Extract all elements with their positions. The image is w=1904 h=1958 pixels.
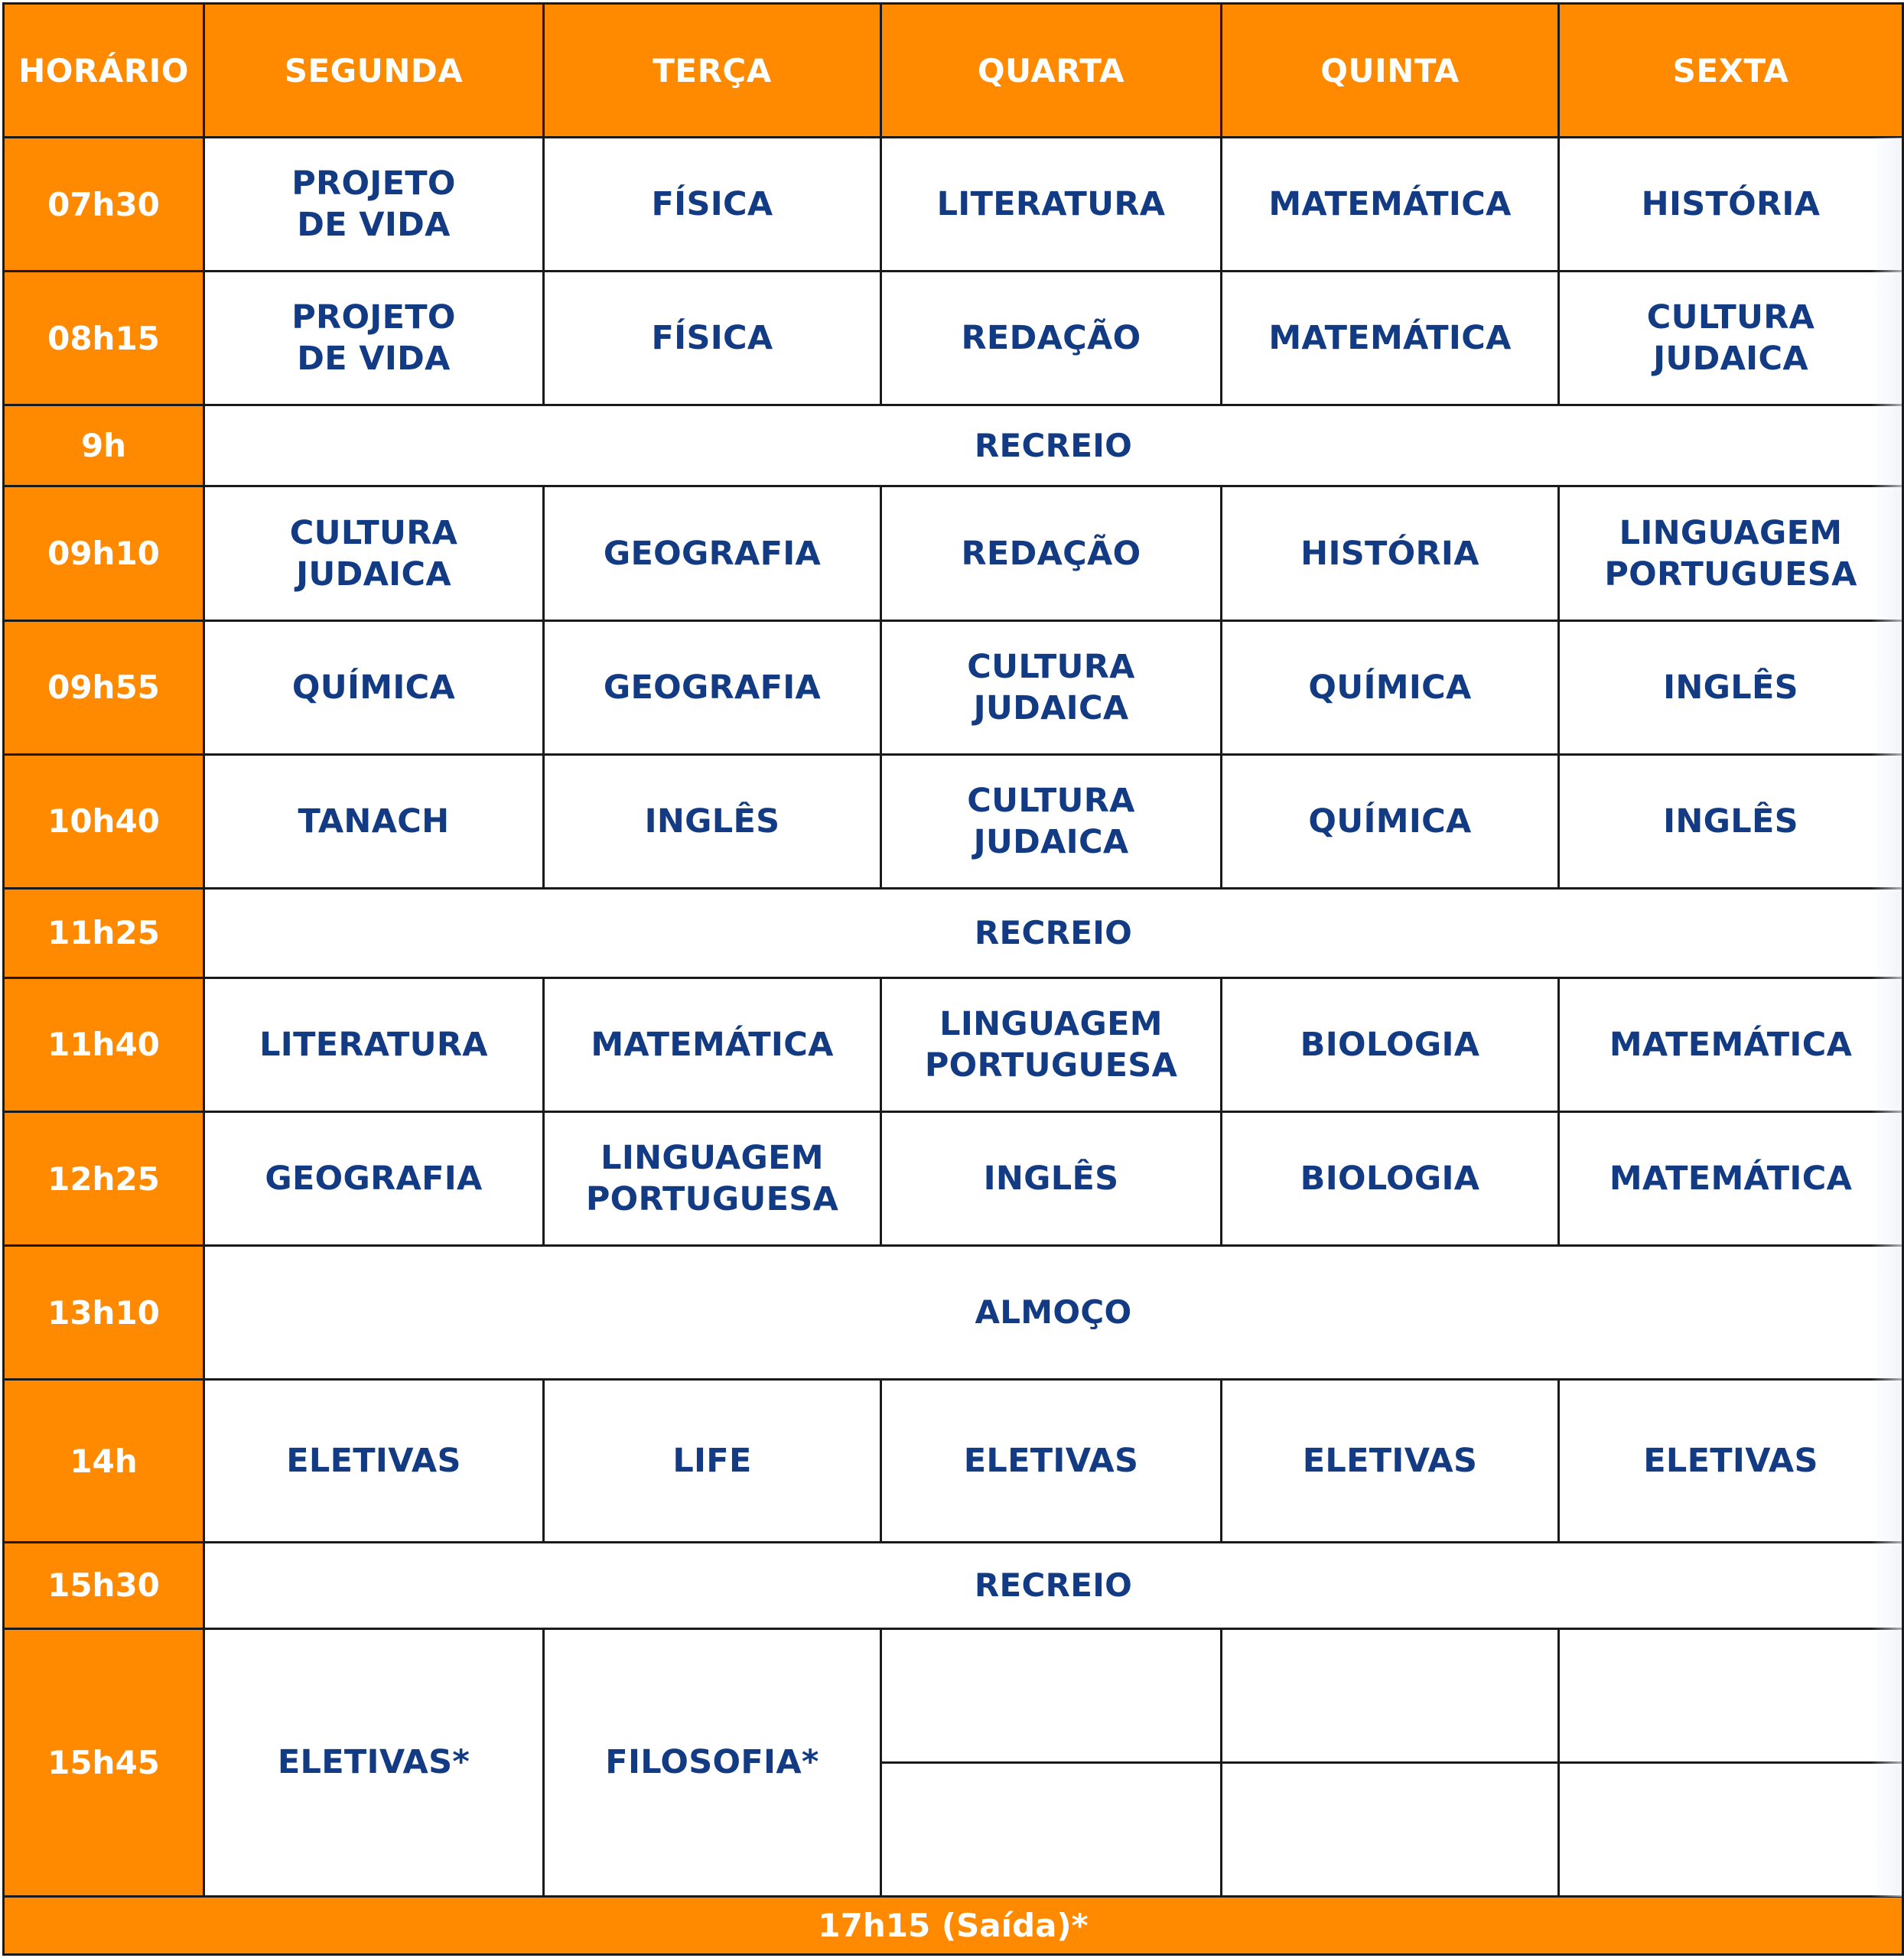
class-cell: FILOSOFIA* [544,1628,881,1896]
time-cell: 13h10 [4,1246,204,1380]
class-cell: FÍSICA [544,272,881,405]
class-cell: GEOGRAFIA [544,486,881,620]
schedule-table [2,2,1904,1956]
class-cell: CULTURA JUDAICA [881,754,1222,888]
time-cell: 15h45 [4,1628,204,1896]
time-cell: 14h [4,1380,204,1543]
header-row [4,4,1903,138]
class-cell: BIOLOGIA [1222,977,1559,1111]
class-cell: ELETIVAS [1559,1380,1903,1543]
time-cell: 08h15 [4,272,204,405]
class-cell: TANACH [204,754,544,888]
schedule-row-last-top [4,1628,1903,1762]
schedule-row [4,1380,1903,1543]
break-cell: RECREIO [204,1543,1903,1628]
time-cell: 15h30 [4,1543,204,1628]
class-cell: MATEMÁTICA [1559,1112,1903,1246]
class-cell: HISTÓRIA [1559,138,1903,272]
class-cell: LITERATURA [204,977,544,1111]
time-cell: 12h25 [4,1112,204,1246]
class-cell: ELETIVAS [204,1380,544,1543]
class-cell: MATEMÁTICA [544,977,881,1111]
schedule-row [4,138,1903,272]
schedule-row [4,620,1903,754]
class-cell: INGLÊS [1559,620,1903,754]
header-day: SEXTA [1559,4,1903,138]
lunch-cell: ALMOÇO [204,1246,1903,1380]
class-cell: INGLÊS [544,754,881,888]
class-cell: QUÍMICA [204,620,544,754]
class-cell: LITERATURA [881,138,1222,272]
class-cell: LINGUAGEM PORTUGUESA [1559,486,1903,620]
time-cell: 07h30 [4,138,204,272]
time-cell: 09h55 [4,620,204,754]
break-row [4,1543,1903,1628]
schedule-row [4,486,1903,620]
header-day: TERÇA [544,4,881,138]
class-cell: QUÍMICA [1222,754,1559,888]
header-day: QUINTA [1222,4,1559,138]
class-cell: HISTÓRIA [1222,486,1559,620]
class-cell: ELETIVAS [881,1380,1222,1543]
class-cell: LINGUAGEM PORTUGUESA [881,977,1222,1111]
class-cell: GEOGRAFIA [204,1112,544,1246]
header-day: SEGUNDA [204,4,544,138]
empty-cell [881,1762,1222,1896]
break-row [4,888,1903,977]
class-cell: GEOGRAFIA [544,620,881,754]
class-cell: LIFE [544,1380,881,1543]
schedule-row [4,754,1903,888]
class-cell: ELETIVAS [1222,1380,1559,1543]
footer-row [4,1896,1903,1954]
header-time: HORÁRIO [4,4,204,138]
schedule-row [4,1112,1903,1246]
class-cell: REDAÇÃO [881,272,1222,405]
class-cell: MATEMÁTICA [1222,138,1559,272]
schedule-row [4,272,1903,405]
class-cell: MATEMÁTICA [1559,977,1903,1111]
class-cell: CULTURA JUDAICA [204,486,544,620]
empty-cell [1222,1628,1559,1762]
exit-time: 17h15 (Saída)* [4,1896,1903,1954]
time-cell: 11h40 [4,977,204,1111]
time-cell: 9h [4,405,204,486]
class-cell: BIOLOGIA [1222,1112,1559,1246]
lunch-row [4,1246,1903,1380]
time-cell: 09h10 [4,486,204,620]
time-cell: 10h40 [4,754,204,888]
class-cell: INGLÊS [881,1112,1222,1246]
empty-cell [881,1628,1222,1762]
class-cell: FÍSICA [544,138,881,272]
break-row [4,405,1903,486]
break-cell: RECREIO [204,405,1903,486]
class-cell: CULTURA JUDAICA [1559,272,1903,405]
class-cell: INGLÊS [1559,754,1903,888]
class-cell: REDAÇÃO [881,486,1222,620]
time-cell: 11h25 [4,888,204,977]
class-cell: CULTURA JUDAICA [881,620,1222,754]
schedule-row [4,977,1903,1111]
class-cell: LINGUAGEM PORTUGUESA [544,1112,881,1246]
class-cell: MATEMÁTICA [1222,272,1559,405]
class-cell: PROJETO DE VIDA [204,138,544,272]
header-day: QUARTA [881,4,1222,138]
empty-cell [1559,1628,1903,1762]
class-cell: PROJETO DE VIDA [204,272,544,405]
class-cell: QUÍMICA [1222,620,1559,754]
break-cell: RECREIO [204,888,1903,977]
empty-cell [1559,1762,1903,1896]
class-cell: ELETIVAS* [204,1628,544,1896]
empty-cell [1222,1762,1559,1896]
